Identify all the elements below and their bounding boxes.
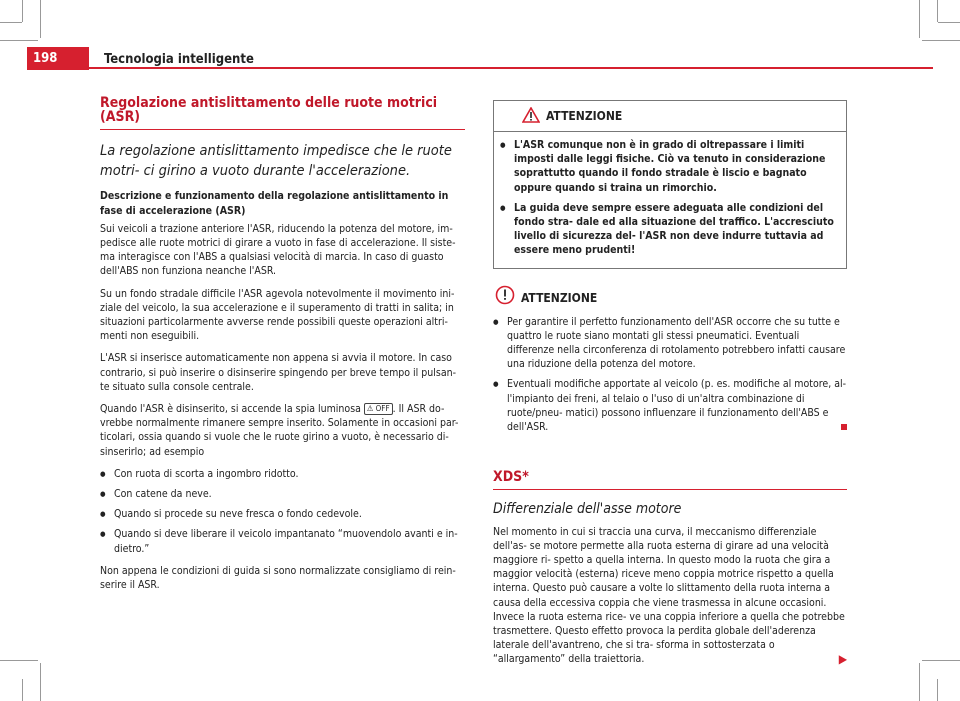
paragraph-text: Quando l'ASR è disinserito, si accende la spia luminosa [100, 403, 361, 416]
paragraph: L'ASR si inserisce automaticamente non appena si avvia il motore. In caso contrario, si può inserire o disinserire spingendo per breve tempo il pulsan- te situato sulla console centrale. [100, 352, 457, 393]
lead-text: La regolazione antislittamento impedisce che le ruote motri- ci girino a vuoto durante l'accelerazione. [100, 143, 452, 179]
paragraph [493, 525, 847, 667]
subheading: Descrizione e funzionamento della regolazione antislittamento in fase di accelerazione (ASR) [100, 190, 449, 217]
header-rule [89, 67, 933, 69]
caution-header [493, 285, 847, 311]
crop-mark [937, 679, 938, 701]
continue-arrow-icon: ▶ [838, 652, 847, 667]
list-item: ● Con catene da neve. [100, 487, 465, 501]
bullet-list [100, 467, 465, 556]
list-item-text: Eventuali modifiche apportate al veicolo (p. es. modifiche al motore, al- l'impianto dei freni, al telaio o l'uso di un'altra combinazione di ruote/pneu- matici) possono influenzare il funzionamento dell'ABS e dell'ASR. [507, 378, 847, 434]
paragraph-text: . Il ASR do- vrebbe normalmente rimanere sempre inserito. Solamente in occasioni par- ticolari, ossia quando si vuole che le ruote girino a vuoto, è necessario di- sinserirlo; ad esempio [100, 403, 459, 458]
running-header: Tecnologia intelligente [104, 52, 254, 67]
warning-triangle-icon [522, 107, 540, 123]
crop-mark [938, 22, 960, 23]
caution-circle-icon [495, 285, 515, 305]
section-heading: Regolazione antislittamento delle ruote motrici (ASR) [100, 95, 438, 126]
heading-rule [100, 129, 465, 130]
caution-title: ATTENZIONE [521, 290, 598, 305]
warning-box [493, 100, 847, 269]
crop-mark [919, 663, 920, 701]
list-item [493, 377, 847, 434]
list-item: ● Quando si procede su neve fresca o fondo cedevole. [100, 507, 465, 521]
crop-mark [0, 40, 38, 41]
page-number: 198 [27, 47, 89, 70]
crop-mark [937, 0, 938, 22]
paragraph [100, 402, 465, 459]
paragraph: Non appena le condizioni di guida si sono normalizzate consigliamo di rein- serire il ASR. [100, 564, 456, 592]
xds-heading: XDS* [493, 469, 529, 486]
warning-title: ATTENZIONE [546, 109, 623, 123]
paragraph-text: Nel momento in cui si traccia una curva, il meccanismo differenziale dell'as- se motore permette alla ruota esterna di girare ad una velocità maggiore ri- spetto a quella interna. In questo modo la ruota che gira a maggior velocità (esterna) riceve meno coppia motrice rispetto a quella interna. Questo può causare a volte lo slittamento della ruota interna a causa della eccessiva coppia che viene trasmessa in alcune occasioni. Invece la ruota esterna rice- ve una coppia inferiore a quella che potrebbe trasmettere. Questo effetto provoca la perdita globale dell'aderenza laterale dell'avantreno, che si tra- sforma in sottosterzata o “allargamento” della traiettoria. [493, 525, 845, 666]
list-item: ● L'ASR comunque non è in grado di oltrepassare i limiti imposti dalle leggi fisiche. Ciò va tenuto in considerazione soprattutto quando il fondo stradale è liscio e bagnato oppure quando si traina un rimorchio. [500, 138, 840, 195]
end-marker-icon [841, 424, 847, 430]
crop-mark [922, 660, 960, 661]
warning-body [494, 132, 846, 268]
crop-mark [22, 679, 23, 701]
left-column [100, 96, 465, 600]
crop-mark [40, 663, 41, 701]
xds-subheading: Differenziale dell'asse motore [493, 501, 682, 518]
crop-mark [40, 0, 41, 38]
crop-mark [0, 660, 38, 661]
heading-rule [493, 489, 847, 490]
list-item: ● La guida deve sempre essere adeguata alle condizioni del fondo stra- dale ed alla situazione del traffico. L'accresciuto livello di sicurezza del- l'ASR non deve indurre tuttavia ad essere meno prudenti! [500, 201, 840, 258]
crop-mark [922, 40, 960, 41]
right-column [493, 100, 847, 675]
warning-header [494, 101, 846, 132]
paragraph: Su un fondo stradale difficile l'ASR agevola notevolmente il movimento ini- ziale del veicolo, la sua accelerazione e il superamento di tratti in salita; in situazioni particolarmente avverse rende possibili queste operazioni altri- menti non eseguibili. [100, 287, 455, 343]
list-item: ● Quando si deve liberare il veicolo impantanato “muovendolo avanti e in- dietro.” [100, 527, 465, 555]
crop-mark [919, 0, 920, 38]
list-item: ● Per garantire il perfetto funzionamento dell'ASR occorre che su tutte e quattro le ruote siano montati gli stessi pneumatici. Eventuali differenze nella circonferenza di rotolamento potrebbero infatti causare una riduzione della potenza del motore. [493, 315, 847, 372]
paragraph: Sui veicoli a trazione anteriore l'ASR, riducendo la potenza del motore, im- pedisce alle ruote motrici di girare a vuoto in fase di accelerazione. Il siste- ma interagisce con l'ABS a qualsiasi velocità di marcia. In caso di guasto dell'ABS non funziona neanche l'ASR. [100, 222, 456, 278]
asr-off-lamp-icon: ⚠ OFF [364, 403, 393, 415]
list-item: ● Con ruota di scorta a ingombro ridotto. [100, 467, 465, 481]
crop-mark [22, 0, 23, 22]
caution-list [493, 315, 847, 435]
crop-mark [0, 22, 22, 23]
